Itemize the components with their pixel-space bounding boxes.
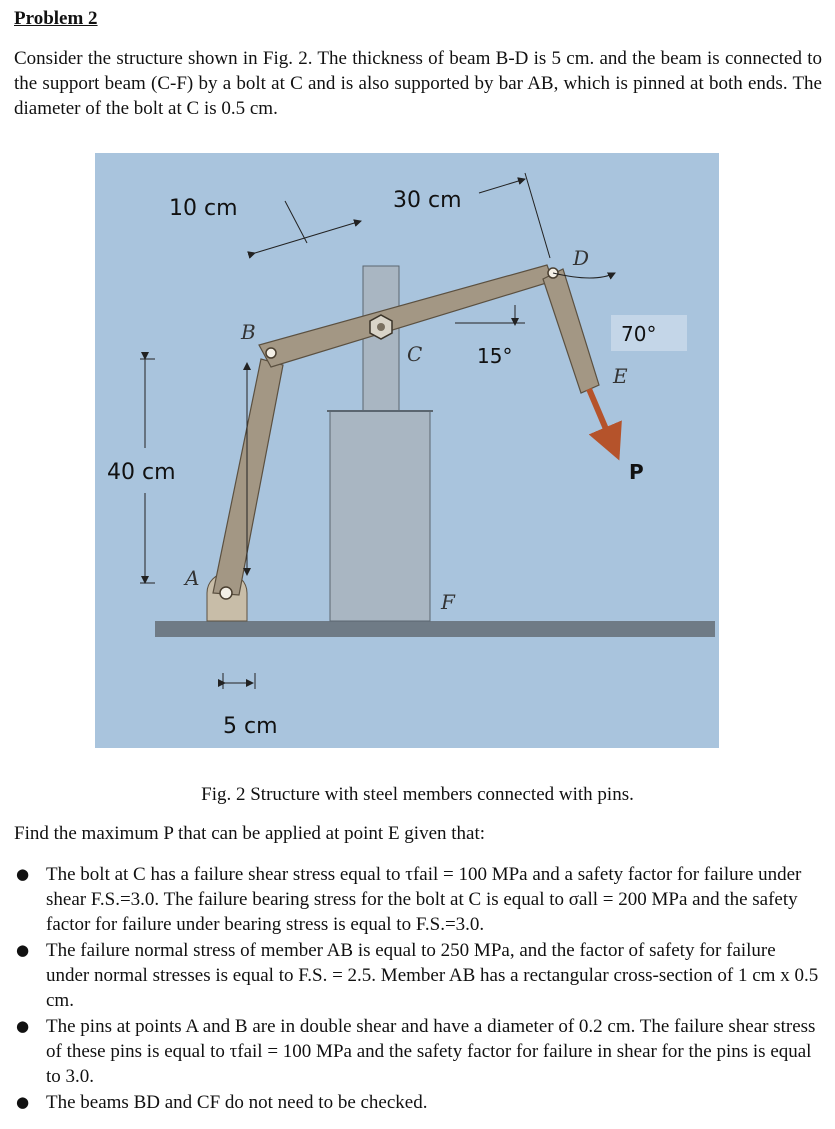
list-item: ● The pins at points A and B are in double shear and have a diameter of 0.2 cm. The failure shear stress of these pins is equal to τfail = 100 MPa and the safety factor for failure in shear for the pins is equal to 3.0. <box>16 1016 816 1087</box>
bullet-icon: ● <box>16 941 30 959</box>
label-E: E <box>613 364 628 388</box>
ground <box>155 621 715 637</box>
angle-15-label: 15° <box>477 344 513 368</box>
list-item: ● The beams BD and CF do not need to be checked. <box>16 1092 428 1113</box>
label-B: B <box>241 320 256 344</box>
label-A: A <box>185 566 200 590</box>
pin-B <box>266 348 276 358</box>
bullet-icon: ● <box>16 1093 30 1111</box>
list-item: ● The failure normal stress of member AB is equal to 250 MPa, and the factor of safety for failure under normal stresses is equal to F.S. = 2.5. Member AB has a rectangular cross-section of 1 cm x 0.5 cm. <box>16 940 819 1011</box>
label-C: C <box>407 342 423 366</box>
problem-intro: Consider the structure shown in Fig. 2. The thickness of beam B-D is 5 cm. and the beam is connected to the support beam (C-F) by a bolt at C and is also supported by bar AB, which is pinned at both ends. The diameter of the bolt at C is 0.5 cm. <box>14 48 822 119</box>
post-upper <box>363 266 399 416</box>
conditions-list <box>14 862 822 1116</box>
dim-5cm-label: 5 cm <box>223 714 278 739</box>
dim-40cm-label: 40 cm <box>107 460 176 485</box>
structure-figure <box>95 153 719 748</box>
pin-A <box>220 587 232 599</box>
problem-title: Problem 2 <box>14 8 98 29</box>
label-P: P <box>629 460 644 484</box>
dim-10cm-label: 10 cm <box>169 196 238 221</box>
post-base <box>330 411 430 621</box>
label-F: F <box>441 590 455 614</box>
dim-30cm-label: 30 cm <box>393 188 462 213</box>
question-prompt: Find the maximum P that can be applied at point E given that: <box>14 823 486 844</box>
list-item: ● The bolt at C has a failure shear stress equal to τfail = 100 MPa and a safety factor for failure under shear F.S.=3.0. The failure bearing stress for the bolt at C is equal to σall = 200 MPa and the safety factor for failure under bearing stress is equal to F.S.=3.0. <box>16 864 802 935</box>
bullet-icon: ● <box>16 1017 30 1035</box>
bullet-icon: ● <box>16 865 30 883</box>
figure-caption: Fig. 2 Structure with steel members connected with pins. <box>201 784 634 805</box>
label-D: D <box>573 246 590 270</box>
angle-70-label: 70° <box>621 322 657 346</box>
